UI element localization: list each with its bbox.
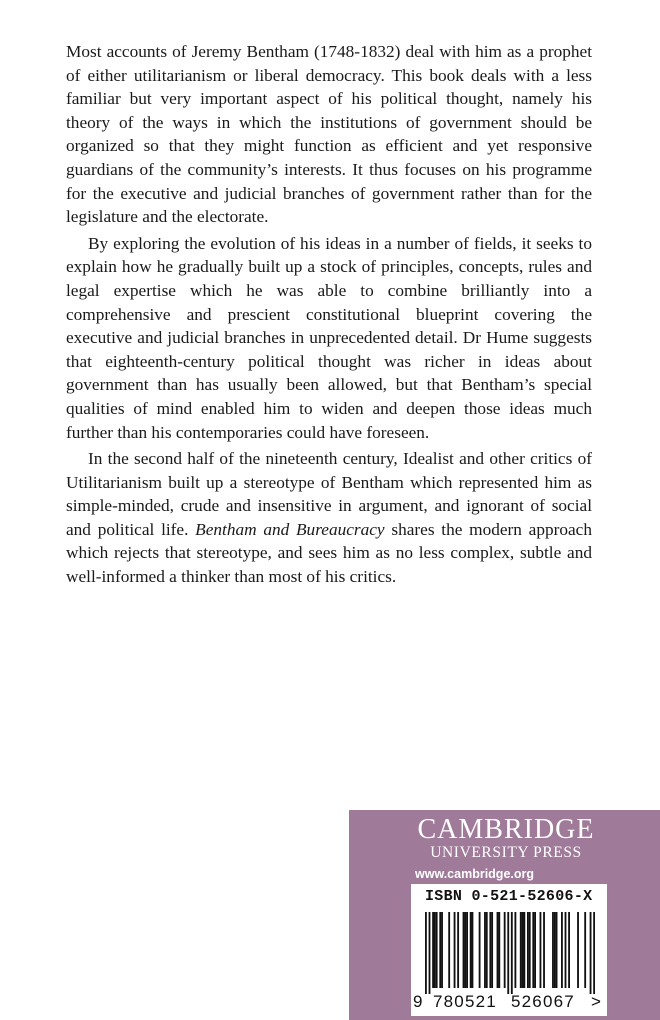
barcode-bar [590, 912, 592, 994]
barcode-bar [464, 912, 466, 988]
barcode-bar [543, 912, 545, 988]
isbn-text: ISBN 0-521-52606-X [425, 888, 593, 905]
barcode-icon [425, 912, 595, 994]
publisher-url: www.cambridge.org [415, 867, 535, 881]
barcode-bar [486, 912, 488, 988]
barcode-bar [584, 912, 586, 988]
blurb-paragraph-2: By exploring the evolution of his ideas in a number of fields, it seeks to explain how he gradually built up a stock of principles, concepts, rules and legal expertise which he was able to combine brilliantly into a comprehensive and prescient constitutional blueprint covering the executive and judicial branches in unprecedented detail. Dr Hume suggests that eighteenth-century political thought was richer in ideas about government than has usually been allowed, but that Bentham’s special qualities of mind enabled him to widen and deepen those ideas much further than his contemporaries could have foreseen. [66, 233, 592, 442]
barcode-bar [534, 912, 536, 988]
back-cover-blurb [66, 40, 592, 589]
barcode-bar [441, 912, 443, 988]
publisher-logo-name: CAMBRIDGE [417, 814, 595, 845]
publisher-panel [349, 810, 660, 1020]
barcode-bar [522, 912, 524, 988]
barcode-arrow: > [591, 992, 603, 1011]
blurb-paragraph-3-text-end: shares the modern approach which rejects that stereotype, and sees him as no less complex, subtle and well-informed a thinker than most of his critics. [66, 519, 592, 587]
publisher-logo-subname: UNIVERSITY PRESS [430, 844, 582, 861]
barcode-bar [507, 912, 509, 994]
barcode-bar [429, 912, 431, 994]
barcode-bar [561, 912, 563, 988]
barcode-bar [593, 912, 595, 994]
barcode-bar [448, 912, 450, 988]
barcode-bar [466, 912, 468, 988]
barcode-bar [470, 912, 472, 988]
barcode-bar [498, 912, 500, 988]
barcode-digit-first: 9 [413, 992, 424, 1011]
barcode-bar [491, 912, 493, 988]
blurb-paragraph-1: Most accounts of Jeremy Bentham (1748-1832) deal with him as a prophet of either utilitarianism or liberal democracy. This book deals with a less familiar but very important aspect of his political thought, namely his theory of the ways in which the institutions of government should be organized so that they might function as efficient and yet responsive guardians of the community’s interests. It thus focuses on his programme for the executive and judicial branches of government rather than for the legislature and the electorate. [66, 42, 592, 227]
barcode-bar [439, 912, 441, 988]
blurb-paragraph-3 [66, 447, 592, 589]
barcode-bar [554, 912, 556, 988]
barcode-bar [463, 912, 465, 988]
barcode-bar [484, 912, 486, 988]
book-title-italic: Bentham and Bureaucracy [195, 519, 385, 539]
barcode-bar [527, 912, 529, 988]
barcode-bar [497, 912, 499, 988]
barcode-bar [457, 912, 459, 988]
barcode-bar [436, 912, 438, 988]
barcode-bar [532, 912, 534, 988]
barcode-bar [565, 912, 567, 988]
barcode-bar [511, 912, 513, 994]
barcode-bar [540, 912, 542, 988]
barcode-bar [552, 912, 554, 988]
barcode-bar [556, 912, 558, 988]
barcode-bar [577, 912, 579, 988]
barcode-digits-left: 780521 [433, 992, 497, 1011]
barcode-bar [504, 912, 506, 988]
barcode-bar [432, 912, 434, 988]
barcode-bar [489, 912, 491, 988]
barcode-bar [568, 912, 570, 988]
blurb-paragraph-3-text-start: In the second half of the nineteenth century, Idealist and other critics of Utilitarianism built up a stereotype of Bentham which represented him as simple-minded, crude and insensitive in argument, and ignorant of social and political life. [66, 449, 592, 539]
barcode-bar [425, 912, 427, 994]
barcode-bar [479, 912, 481, 988]
barcode-bar [454, 912, 456, 988]
barcode-bar [529, 912, 531, 988]
barcode-bar [472, 912, 474, 988]
barcode-digits-right: 526067 [511, 992, 575, 1011]
barcode-label [411, 884, 607, 1016]
barcode-bar [520, 912, 522, 988]
barcode-bar [434, 912, 436, 988]
barcode-bar [514, 912, 516, 988]
barcode-bar [523, 912, 525, 988]
